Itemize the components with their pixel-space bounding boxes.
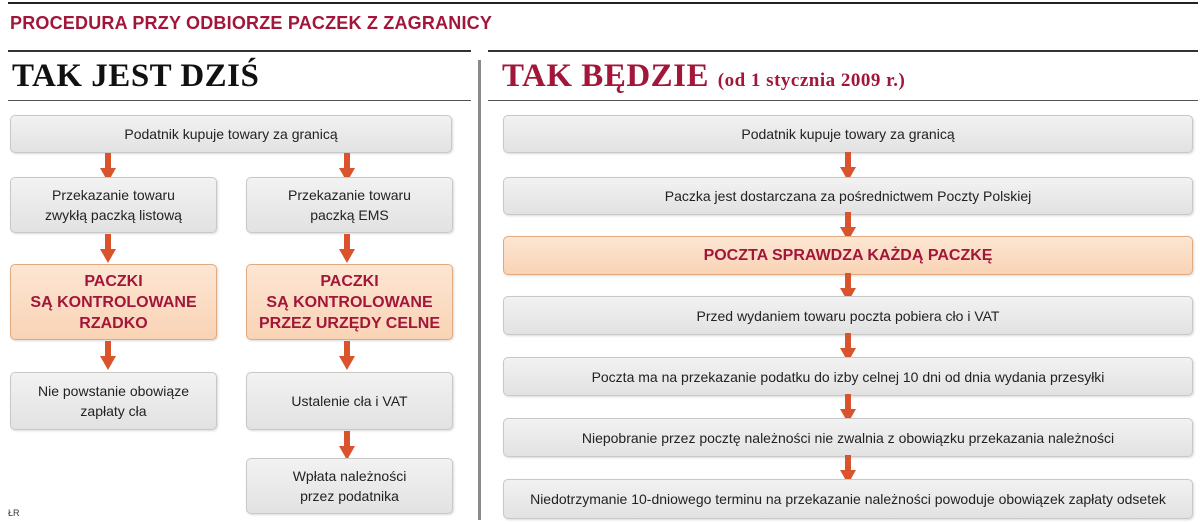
arrow-icon	[100, 234, 116, 264]
left-step-ems-control: PACZKI SĄ KONTROLOWANE PRZEZ URZĘDY CELNE	[246, 264, 453, 340]
arrow-icon	[339, 234, 355, 264]
left-step-ems-payment: Wpłata należności przez podatnika	[246, 458, 453, 514]
author-credit: ŁR	[8, 508, 20, 518]
top-rule	[8, 2, 1198, 4]
page-title: PROCEDURA PRZY ODBIORZE PACZEK Z ZAGRANICY	[10, 13, 493, 33]
right-step-1: Podatnik kupuje towary za granicą	[503, 115, 1193, 153]
column-divider	[478, 60, 481, 520]
left-step-letter-control: PACZKI SĄ KONTROLOWANE RZADKO	[10, 264, 217, 340]
left-step-ems-result: Ustalenie cła i VAT	[246, 372, 453, 430]
right-step-7: Niedotrzymanie 10-dniowego terminu na przekazanie należności powoduje obowiązek zapłaty odsetek	[503, 479, 1193, 519]
right-step-3-highlight: POCZTA SPRAWDZA KAŻDĄ PACZKĘ	[503, 236, 1193, 275]
right-heading-rule	[488, 100, 1198, 101]
left-step-letter-transfer: Przekazanie towaru zwykłą paczką listową	[10, 177, 217, 233]
arrow-icon	[339, 431, 355, 461]
left-step-ems-transfer: Przekazanie towaru paczką EMS	[246, 177, 453, 233]
right-rule	[488, 50, 1198, 52]
right-heading: TAK BĘDZIE (od 1 stycznia 2009 r.)	[502, 58, 906, 94]
left-heading: TAK JEST DZIŚ	[12, 58, 260, 94]
arrow-icon	[339, 341, 355, 371]
right-step-4: Przed wydaniem towaru poczta pobiera cło i VAT	[503, 296, 1193, 335]
right-step-5: Poczta ma na przekazanie podatku do izby celnej 10 dni od dnia wydania przesyłki	[503, 357, 1193, 396]
arrow-icon	[100, 341, 116, 371]
left-step-purchase: Podatnik kupuje towary za granicą	[10, 115, 452, 153]
left-step-letter-result: Nie powstanie obowiąze zapłaty cła	[10, 372, 217, 430]
right-step-2: Paczka jest dostarczana za pośrednictwem Poczty Polskiej	[503, 177, 1193, 215]
right-step-6: Niepobranie przez pocztę należności nie zwalnia z obowiązku przekazania należności	[503, 418, 1193, 457]
left-rule	[8, 50, 471, 52]
left-heading-rule	[8, 100, 471, 101]
